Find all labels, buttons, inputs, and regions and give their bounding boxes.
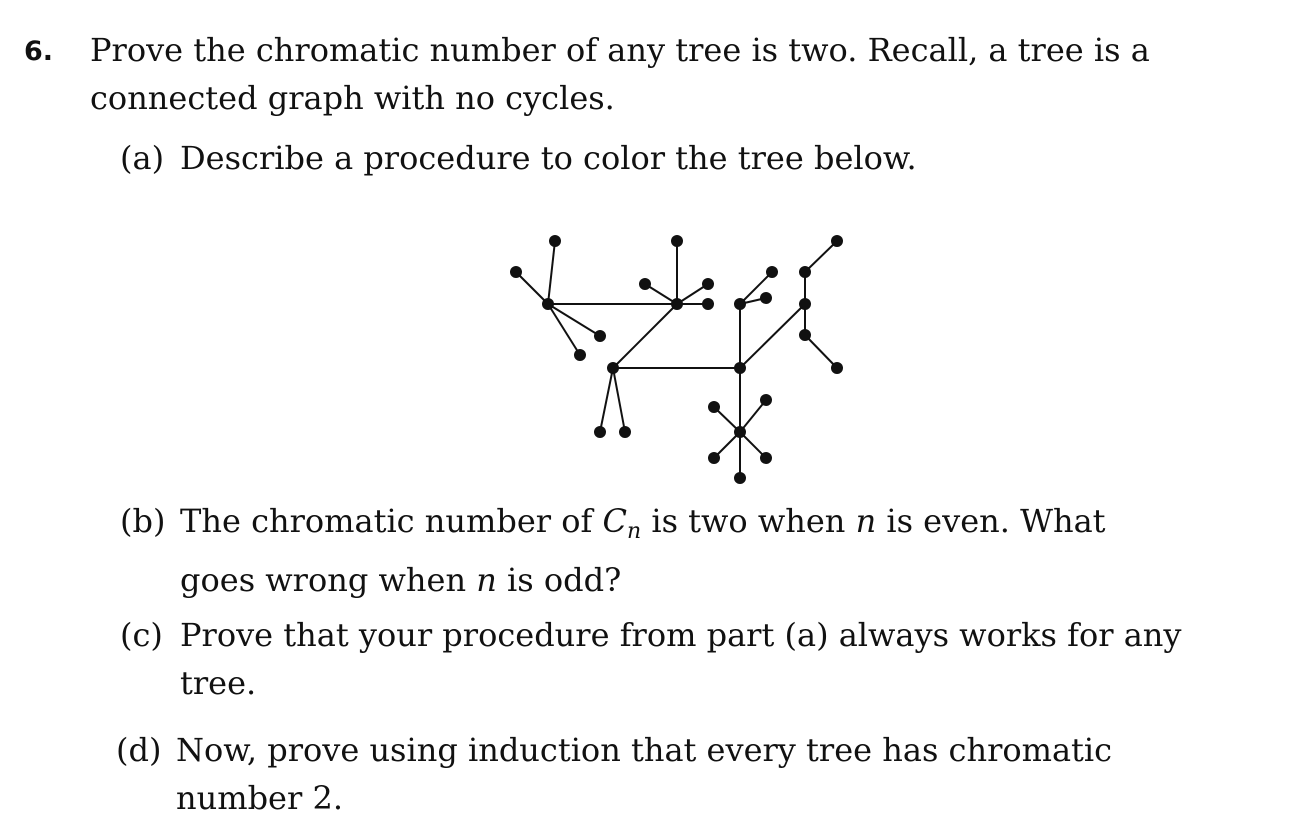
part-a-label: (a): [120, 139, 165, 177]
var-n: n: [855, 502, 877, 540]
problem-number: 6.: [24, 36, 54, 67]
tree-vertex: [607, 362, 619, 374]
tree-edge: [805, 335, 837, 368]
tree-vertex: [734, 472, 746, 484]
tree-vertex: [799, 329, 811, 341]
var-c: C: [602, 502, 627, 540]
tree-vertex: [574, 349, 586, 361]
tree-vertex: [549, 235, 561, 247]
part-c-text: Prove that your procedure from part (a) always works for any tree.: [180, 616, 1182, 702]
tree-vertex: [831, 362, 843, 374]
tree-graph-figure: [500, 225, 860, 495]
part-b-text-3: is even. What goes wrong when: [180, 502, 1106, 599]
tree-edge: [740, 400, 766, 432]
part-d-label: (d): [116, 731, 162, 769]
part-b-label: (b): [120, 502, 166, 540]
tree-vertex: [594, 330, 606, 342]
part-b-text-2: is two when: [641, 502, 856, 540]
tree-vertex: [639, 278, 651, 290]
tree-vertex: [702, 298, 714, 310]
tree-vertex: [799, 266, 811, 278]
tree-vertex: [671, 235, 683, 247]
tree-edge: [613, 368, 625, 432]
subscript-n: n: [626, 519, 642, 544]
tree-vertex: [766, 266, 778, 278]
tree-edge: [613, 304, 677, 368]
part-b-text-1: The chromatic number of: [180, 502, 603, 540]
part-d-text: Now, prove using induction that every tree has chromatic number 2.: [176, 731, 1113, 817]
tree-edge: [548, 241, 555, 304]
tree-vertex: [542, 298, 554, 310]
part-b-text-4: is odd?: [496, 561, 622, 599]
tree-edge: [516, 272, 548, 304]
tree-vertex: [671, 298, 683, 310]
part-a-text: Describe a procedure to color the tree below.: [180, 139, 917, 177]
tree-vertex: [702, 278, 714, 290]
tree-vertex: [760, 452, 772, 464]
var-n: n: [476, 561, 497, 599]
tree-vertex: [594, 426, 606, 438]
tree-vertex: [734, 426, 746, 438]
tree-edge: [740, 304, 805, 368]
tree-vertex: [708, 401, 720, 413]
tree-vertex: [799, 298, 811, 310]
tree-vertex: [619, 426, 631, 438]
tree-vertex: [734, 362, 746, 374]
cycle-graph-symbol: [602, 502, 642, 544]
part-c-label: (c): [120, 616, 163, 654]
part-b-text: [180, 497, 1185, 604]
tree-edge: [548, 304, 600, 336]
tree-vertex: [734, 298, 746, 310]
tree-edge: [805, 241, 837, 272]
tree-edge: [600, 368, 613, 432]
tree-edge: [548, 304, 580, 355]
tree-vertex: [760, 292, 772, 304]
tree-vertex: [760, 394, 772, 406]
problem-statement: Prove the chromatic number of any tree is two. Recall, a tree is a connected graph with no cycles.: [90, 31, 1150, 117]
tree-vertex: [708, 452, 720, 464]
tree-vertex: [831, 235, 843, 247]
tree-vertex: [510, 266, 522, 278]
